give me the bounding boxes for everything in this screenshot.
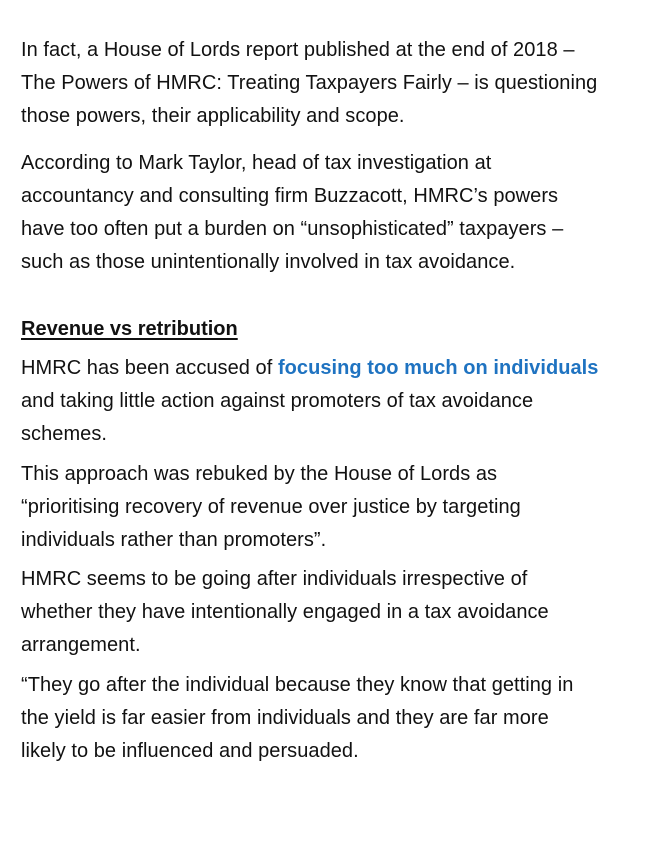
paragraph-2-line-2: accountancy and consulting firm Buzzacott, HMRC’s powers <box>21 185 559 207</box>
paragraph-3 <box>21 352 633 451</box>
paragraph-5-line-2: whether they have intentionally engaged in a tax avoidance <box>21 601 549 623</box>
paragraph-1 <box>21 34 633 133</box>
paragraph-3-text-before-link: HMRC has been accused of <box>21 357 278 379</box>
paragraph-3-line-2: and taking little action against promoters of tax avoidance <box>21 390 534 412</box>
paragraph-6-line-2: the yield is far easier from individuals and they are far more <box>21 707 549 729</box>
paragraph-5-line-3: arrangement. <box>21 634 141 656</box>
paragraph-5-line-1: HMRC seems to be going after individuals irrespective of <box>21 568 528 590</box>
paragraph-6 <box>21 669 633 768</box>
paragraph-6-line-1: “They go after the individual because they know that getting in <box>21 674 574 696</box>
paragraph-4-line-2: “prioritising recovery of revenue over justice by targeting <box>21 496 521 518</box>
focusing-on-individuals-link[interactable]: focusing too much on individuals <box>277 357 599 379</box>
section-heading: Revenue vs retribution <box>21 318 238 340</box>
paragraph-2-line-3: have too often put a burden on “unsophisticated” taxpayers – <box>21 218 564 240</box>
paragraph-4-line-1: This approach was rebuked by the House of Lords as <box>21 463 498 485</box>
paragraph-5 <box>21 563 633 662</box>
paragraph-2-line-4: such as those unintentionally involved in tax avoidance. <box>21 251 516 273</box>
paragraph-3-line-3: schemes. <box>21 423 107 445</box>
paragraph-3-line-1 <box>21 352 633 385</box>
paragraph-6-line-3: likely to be influenced and persuaded. <box>21 740 359 762</box>
paragraph-1-line-3: those powers, their applicability and scope. <box>21 105 405 127</box>
paragraph-4 <box>21 458 633 557</box>
paragraph-1-line-1: In fact, a House of Lords report published at the end of 2018 – <box>21 39 575 61</box>
paragraph-2 <box>21 147 633 279</box>
paragraph-4-line-3: individuals rather than promoters”. <box>21 529 327 551</box>
paragraph-2-line-1: According to Mark Taylor, head of tax investigation at <box>21 152 492 174</box>
paragraph-1-line-2: The Powers of HMRC: Treating Taxpayers Fairly – is questioning <box>21 72 598 94</box>
